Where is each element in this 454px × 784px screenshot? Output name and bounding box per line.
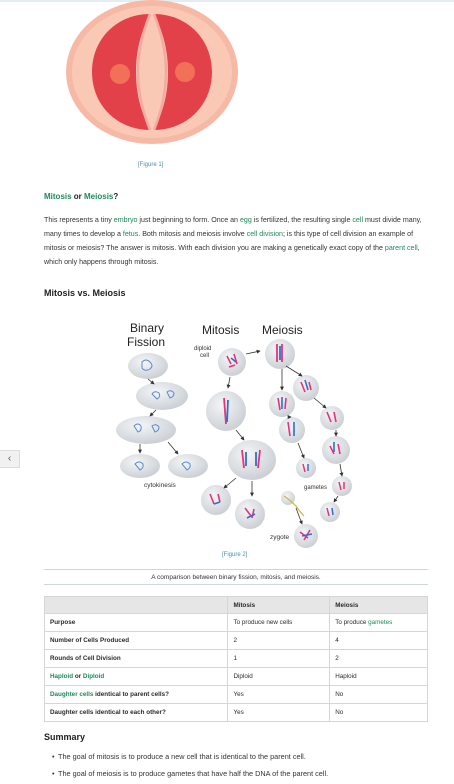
cell-division-link[interactable]: cell division <box>246 230 283 238</box>
parent-cell-link[interactable]: parent cell <box>384 244 418 252</box>
row-meiosis-value: To produce gametes <box>330 614 428 632</box>
mitosis-vs-meiosis-heading: Mitosis vs. Meiosis <box>44 288 126 298</box>
row-mitosis-value: To produce new cells <box>228 614 330 632</box>
row-mitosis-value: 2 <box>228 632 330 650</box>
table-row <box>45 632 428 650</box>
figure-1-label: [Figure 1] <box>138 162 164 168</box>
zygote-label: zygote <box>270 534 290 541</box>
question-mark: ? <box>113 192 119 201</box>
summary-list <box>58 752 328 784</box>
summary-item: • The goal of mitosis is to produce a new cell that is identical to the parent cell. <box>58 752 328 769</box>
cell-link[interactable]: cell <box>352 216 364 224</box>
cytokinesis-label: cytokinesis <box>144 482 176 489</box>
table-row <box>45 686 428 704</box>
figure-2-label: [Figure 2] <box>222 552 248 558</box>
row-meiosis-value: No <box>330 686 428 704</box>
binary-fission-title-line1: Binary <box>130 321 165 335</box>
table-header-row <box>45 597 428 614</box>
figure-1-dividing-cell-image <box>62 0 242 150</box>
row-label: Haploid or Diploid <box>45 668 228 686</box>
figure-caption: A comparison between binary fission, mitosis, and meiosis. <box>151 574 321 581</box>
summary-heading: Summary <box>44 732 86 742</box>
row-mitosis-value: Yes <box>228 704 330 722</box>
figure-caption-box <box>44 569 428 585</box>
chevron-left-icon: ‹ <box>7 453 12 464</box>
header-cell-blank <box>45 597 228 614</box>
comparison-table <box>44 596 428 722</box>
question-connector: or <box>71 192 85 201</box>
gametes-link[interactable]: gametes <box>368 619 393 626</box>
meiosis-title: Meiosis <box>262 323 303 337</box>
question-heading <box>44 192 118 201</box>
embryo-link[interactable]: embryo <box>113 216 138 224</box>
row-label: Rounds of Cell Division <box>45 650 228 668</box>
gametes-label: gametes <box>304 485 328 491</box>
table-row <box>45 668 428 686</box>
row-mitosis-value: Yes <box>228 686 330 704</box>
previous-page-button[interactable] <box>0 450 20 468</box>
table-row <box>45 614 428 632</box>
binary-fission-cells <box>116 353 208 478</box>
header-cell-mitosis: Mitosis <box>228 597 330 614</box>
header-cell-meiosis: Meiosis <box>330 597 428 614</box>
meiosis-cells <box>265 339 352 548</box>
mitosis-cells <box>201 348 276 529</box>
mitosis-link[interactable]: Mitosis <box>44 192 72 201</box>
intro-paragraph: This represents a tiny embryo just beginning to form. Once an egg is fertilized, the resulting single cell must divide many, many times to develop a fetus. Both mitosis and meiosis involve cell division; is this type of cell division an example of mitosis or meiosis? The answer is mitosis. With each division you are making a genetically exact copy of the parent cell, which only happens through mitosis. <box>44 216 422 266</box>
summary-item: • The goal of meiosis is to produce gametes that have half the DNA of the parent cell. <box>58 769 328 784</box>
egg-link[interactable]: egg <box>239 216 252 224</box>
row-label: Number of Cells Produced <box>45 632 228 650</box>
haploid-link[interactable]: Haploid <box>50 673 74 680</box>
meiosis-link[interactable]: Meiosis <box>84 192 114 201</box>
row-meiosis-value: No <box>330 704 428 722</box>
diploid-link[interactable]: Diploid <box>82 673 105 680</box>
row-label: Daughter cells identical to parent cells? <box>45 686 228 704</box>
diploid-label-line2: cell <box>200 353 210 359</box>
row-mitosis-value: 1 <box>228 650 330 668</box>
table-row <box>45 704 428 722</box>
row-meiosis-value: 4 <box>330 632 428 650</box>
table-row <box>45 650 428 668</box>
binary-fission-title-line2: Fission <box>127 335 166 349</box>
figure-2-comparison-diagram <box>110 318 360 550</box>
row-label: Purpose <box>45 614 228 632</box>
fetus-link[interactable]: fetus <box>122 230 139 238</box>
row-mitosis-value: Diploid <box>228 668 330 686</box>
row-meiosis-value: Haploid <box>330 668 428 686</box>
mitosis-title: Mitosis <box>202 323 240 337</box>
diploid-label-line1: diploid <box>194 346 212 352</box>
daughter-cells-link[interactable]: Daughter cells <box>50 691 94 698</box>
row-label: Daughter cells identical to each other? <box>45 704 228 722</box>
row-meiosis-value: 2 <box>330 650 428 668</box>
